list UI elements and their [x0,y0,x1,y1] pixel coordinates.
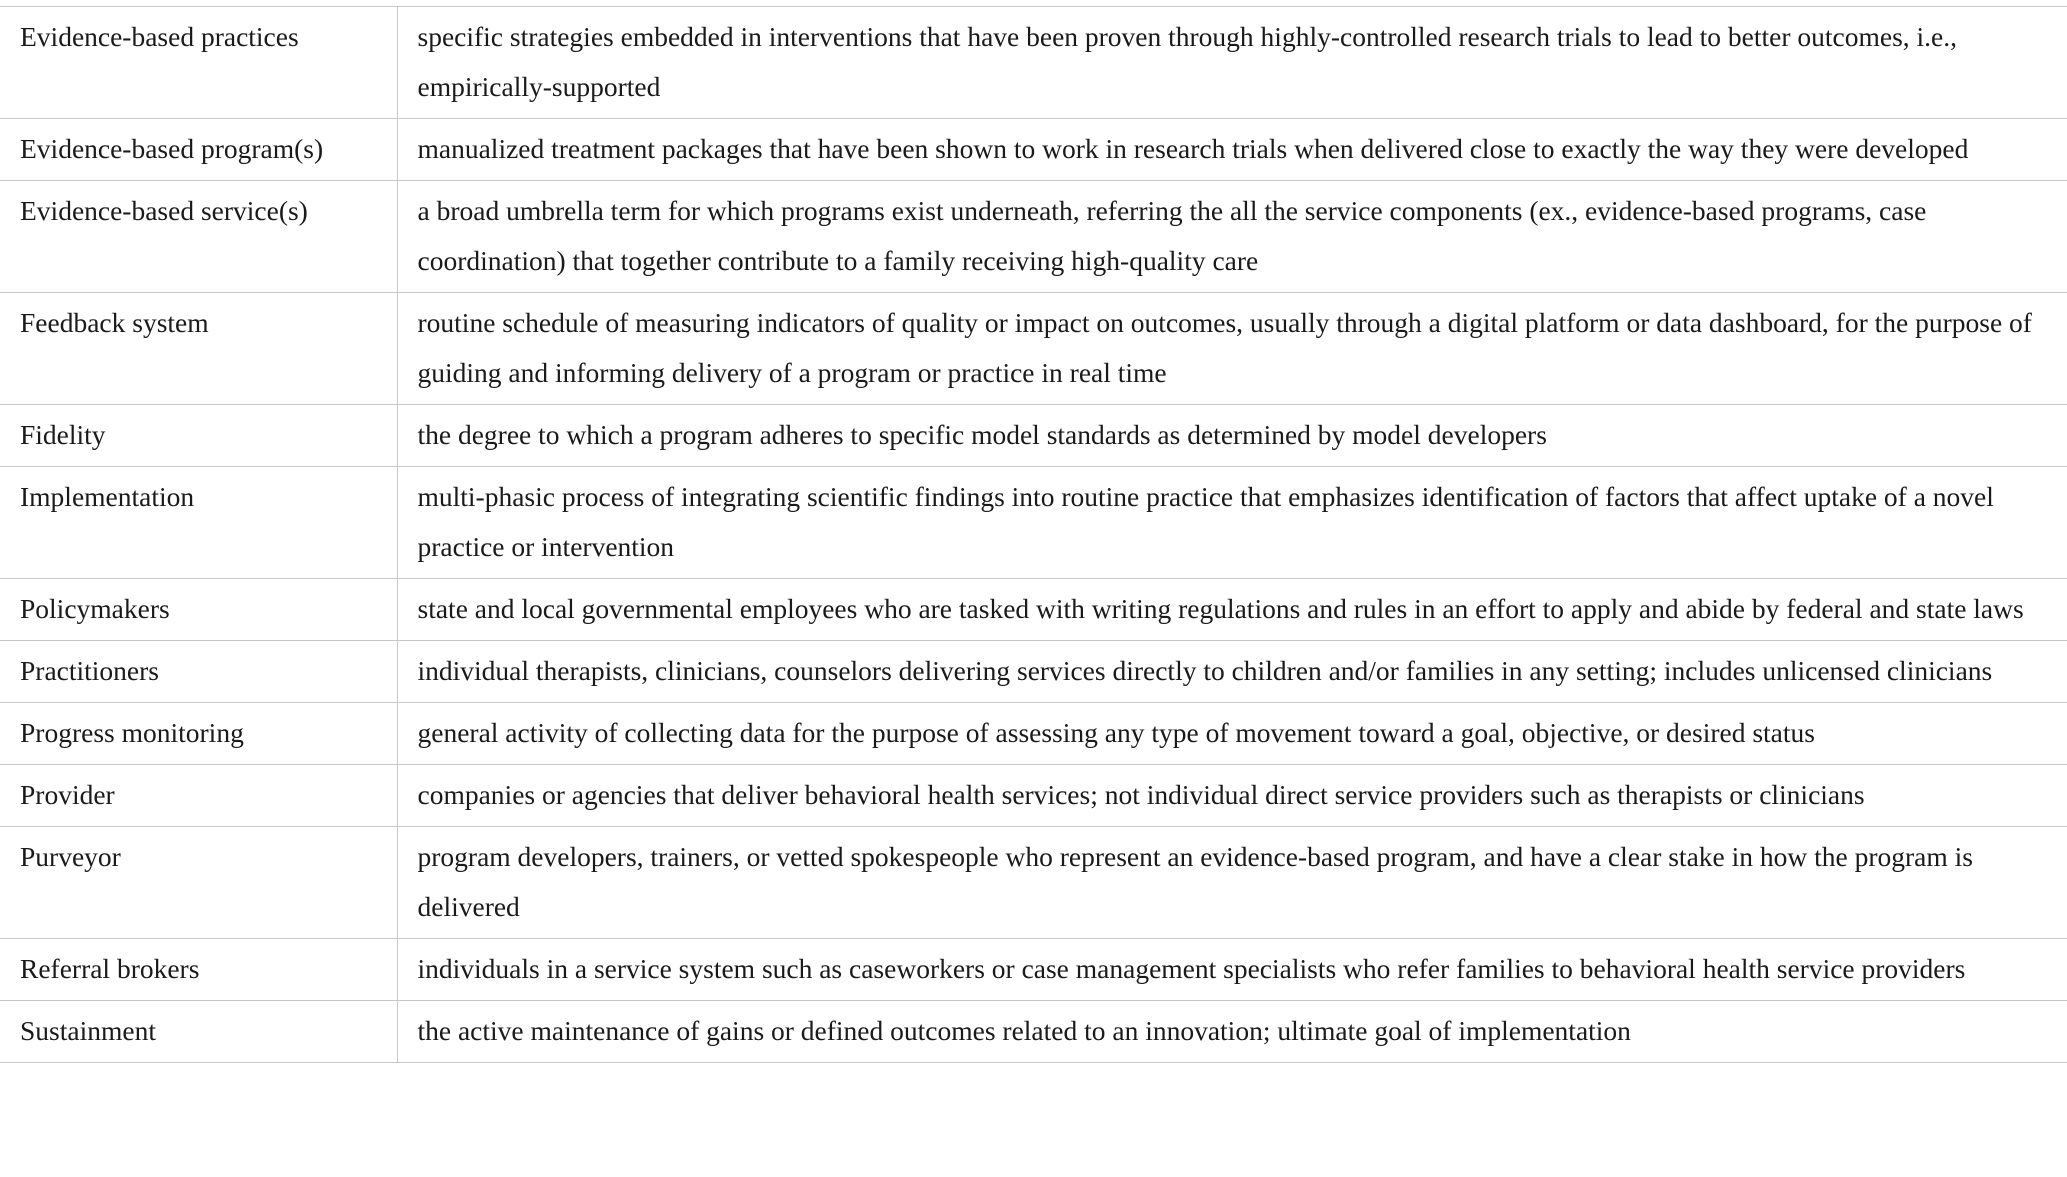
term-cell: Policymakers [0,579,397,641]
term-cell: Referral brokers [0,939,397,1001]
term-cell: Evidence-based practices [0,7,397,119]
definition-cell: the active maintenance of gains or defined outcomes related to an innovation; ultimate goal of implementation [397,1001,2067,1063]
table-row [0,119,2067,181]
definition-cell: multi-phasic process of integrating scientific findings into routine practice that emphasizes identification of factors that affect uptake of a novel practice or intervention [397,467,2067,579]
definition-cell: a broad umbrella term for which programs exist underneath, referring the all the service components (ex., evidence-based programs, case coordination) that together contribute to a family receiving high-quality care [397,181,2067,293]
term-cell: Feedback system [0,293,397,405]
glossary-table [0,6,2067,1063]
definition-cell: program developers, trainers, or vetted spokespeople who represent an evidence-based program, and have a clear stake in how the program is delivered [397,827,2067,939]
table-row [0,293,2067,405]
definition-cell: individual therapists, clinicians, counselors delivering services directly to children and/or families in any setting; includes unlicensed clinicians [397,641,2067,703]
definition-cell: state and local governmental employees who are tasked with writing regulations and rules in an effort to apply and abide by federal and state laws [397,579,2067,641]
definition-cell: routine schedule of measuring indicators of quality or impact on outcomes, usually through a digital platform or data dashboard, for the purpose of guiding and informing delivery of a program or practice in real time [397,293,2067,405]
term-cell: Purveyor [0,827,397,939]
term-cell: Implementation [0,467,397,579]
table-row [0,641,2067,703]
table-row [0,827,2067,939]
definition-cell: general activity of collecting data for the purpose of assessing any type of movement toward a goal, objective, or desired status [397,703,2067,765]
table-row [0,579,2067,641]
definition-cell: manualized treatment packages that have been shown to work in research trials when delivered close to exactly the way they were developed [397,119,2067,181]
table-row [0,1001,2067,1063]
definition-cell: companies or agencies that deliver behavioral health services; not individual direct service providers such as therapists or clinicians [397,765,2067,827]
definition-cell: the degree to which a program adheres to specific model standards as determined by model developers [397,405,2067,467]
term-cell: Sustainment [0,1001,397,1063]
term-cell: Provider [0,765,397,827]
table-row [0,405,2067,467]
term-cell: Fidelity [0,405,397,467]
table-row [0,467,2067,579]
glossary-body [0,7,2067,1063]
table-row [0,181,2067,293]
table-row [0,765,2067,827]
table-row [0,703,2067,765]
term-cell: Evidence-based program(s) [0,119,397,181]
term-cell: Evidence-based service(s) [0,181,397,293]
definition-cell: individuals in a service system such as caseworkers or case management specialists who refer families to behavioral health service providers [397,939,2067,1001]
term-cell: Practitioners [0,641,397,703]
table-row [0,7,2067,119]
definition-cell: specific strategies embedded in interventions that have been proven through highly-controlled research trials to lead to better outcomes, i.e., empirically-supported [397,7,2067,119]
term-cell: Progress monitoring [0,703,397,765]
table-row [0,939,2067,1001]
